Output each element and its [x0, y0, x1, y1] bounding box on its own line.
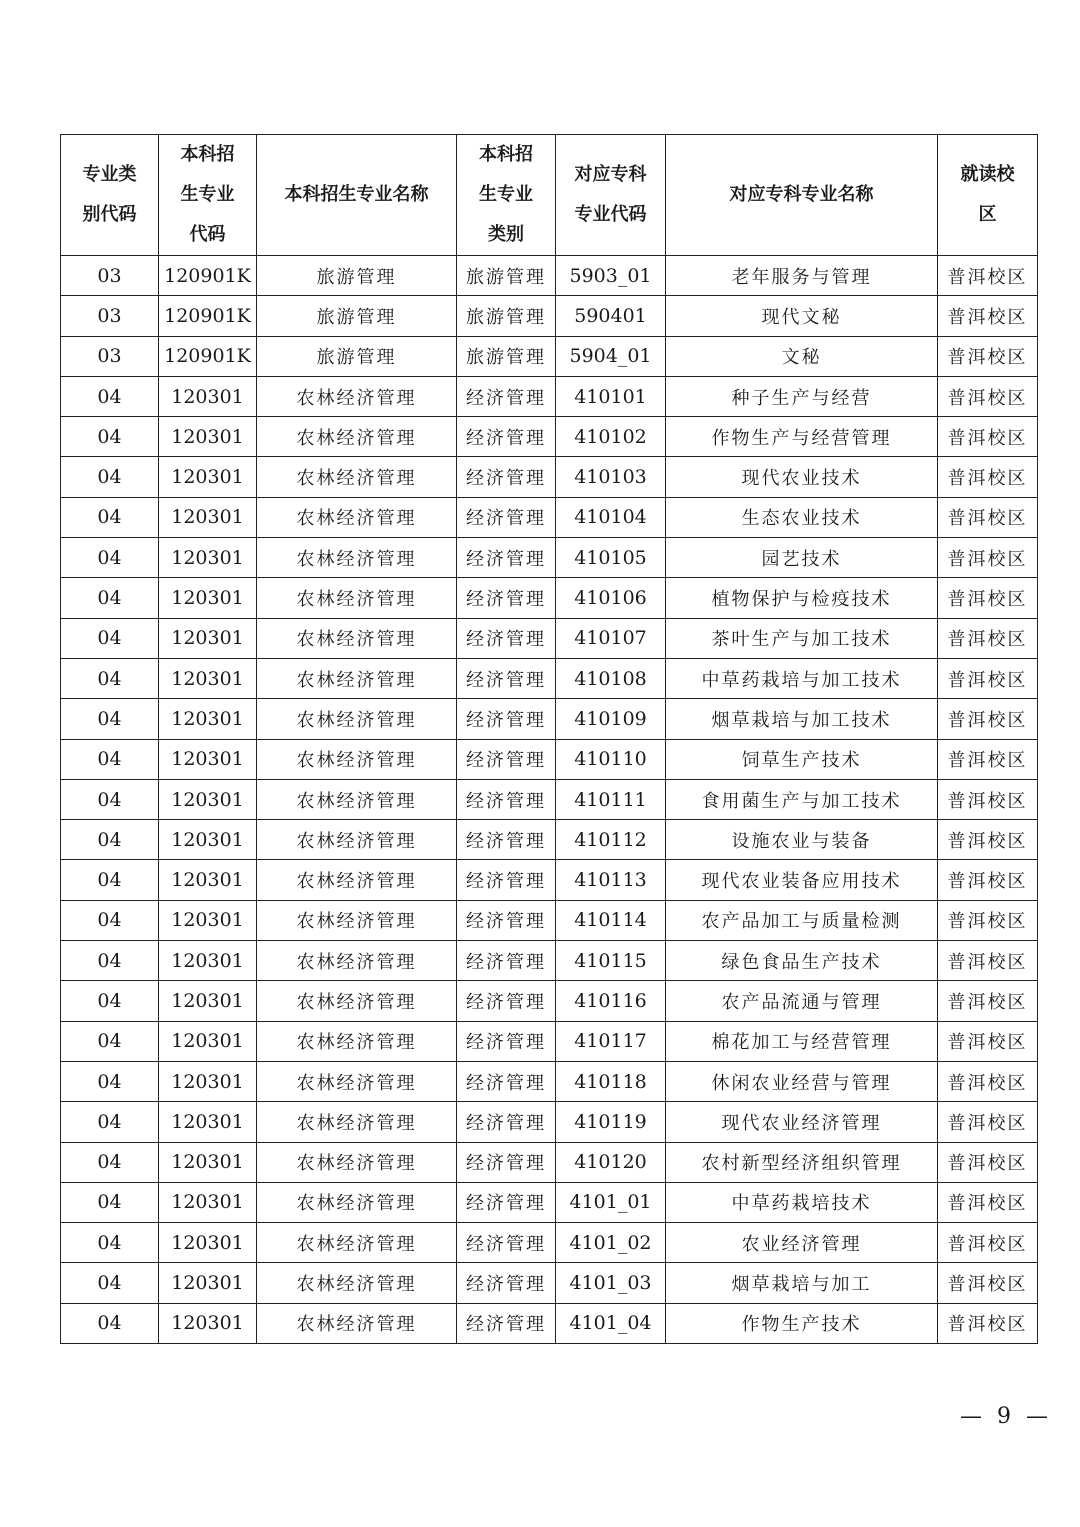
- cell-undergrad-code: 120301: [159, 1102, 257, 1142]
- cell-undergrad-type: 经济管理: [457, 739, 556, 779]
- header-category-code: 专业类别代码: [61, 135, 159, 256]
- cell-undergrad-code: 120301: [159, 1182, 257, 1222]
- cell-undergrad-name: 农林经济管理: [257, 497, 457, 537]
- cell-category-code: 04: [61, 1223, 159, 1263]
- cell-junior-name: 园艺技术: [666, 538, 938, 578]
- cell-undergrad-name: 农林经济管理: [257, 376, 457, 416]
- cell-junior-code: 4101_01: [556, 1182, 666, 1222]
- cell-category-code: 04: [61, 417, 159, 457]
- table-row: [61, 336, 1038, 376]
- cell-undergrad-type: 经济管理: [457, 376, 556, 416]
- cell-junior-code: 410118: [556, 1061, 666, 1101]
- cell-undergrad-code: 120301: [159, 941, 257, 981]
- cell-undergrad-name: 农林经济管理: [257, 1021, 457, 1061]
- cell-undergrad-name: 农林经济管理: [257, 1102, 457, 1142]
- cell-junior-name: 文秘: [666, 336, 938, 376]
- cell-category-code: 04: [61, 1102, 159, 1142]
- table-row: [61, 376, 1038, 416]
- cell-undergrad-name: 农林经济管理: [257, 538, 457, 578]
- cell-junior-name: 设施农业与装备: [666, 820, 938, 860]
- cell-junior-name: 棉花加工与经营管理: [666, 1021, 938, 1061]
- header-junior-code: 对应专科专业代码: [556, 135, 666, 256]
- cell-undergrad-code: 120301: [159, 658, 257, 698]
- cell-junior-name: 烟草栽培与加工技术: [666, 699, 938, 739]
- cell-undergrad-type: 经济管理: [457, 1102, 556, 1142]
- cell-junior-code: 410102: [556, 417, 666, 457]
- cell-undergrad-name: 农林经济管理: [257, 417, 457, 457]
- table-row: [61, 739, 1038, 779]
- cell-undergrad-type: 旅游管理: [457, 336, 556, 376]
- header-undergrad-type: 本科招生专业类别: [457, 135, 556, 256]
- cell-campus: 普洱校区: [938, 1263, 1038, 1303]
- cell-category-code: 04: [61, 860, 159, 900]
- cell-undergrad-code: 120301: [159, 538, 257, 578]
- table-row: [61, 1303, 1038, 1343]
- cell-junior-name: 生态农业技术: [666, 497, 938, 537]
- table-row: [61, 296, 1038, 336]
- table-row: [61, 860, 1038, 900]
- cell-undergrad-code: 120301: [159, 1142, 257, 1182]
- cell-junior-name: 老年服务与管理: [666, 256, 938, 296]
- cell-undergrad-type: 经济管理: [457, 1303, 556, 1343]
- cell-undergrad-type: 经济管理: [457, 941, 556, 981]
- cell-campus: 普洱校区: [938, 336, 1038, 376]
- cell-junior-name: 农业经济管理: [666, 1223, 938, 1263]
- cell-undergrad-name: 农林经济管理: [257, 900, 457, 940]
- cell-undergrad-name: 农林经济管理: [257, 941, 457, 981]
- cell-undergrad-code: 120301: [159, 618, 257, 658]
- cell-undergrad-name: 农林经济管理: [257, 820, 457, 860]
- cell-undergrad-name: 旅游管理: [257, 296, 457, 336]
- table-row: [61, 497, 1038, 537]
- cell-junior-code: 410105: [556, 538, 666, 578]
- cell-undergrad-type: 经济管理: [457, 779, 556, 819]
- header-undergrad-name: 本科招生专业名称: [257, 135, 457, 256]
- cell-undergrad-code: 120301: [159, 1263, 257, 1303]
- table-row: [61, 1142, 1038, 1182]
- cell-campus: 普洱校区: [938, 497, 1038, 537]
- cell-campus: 普洱校区: [938, 658, 1038, 698]
- cell-category-code: 04: [61, 658, 159, 698]
- cell-undergrad-code: 120301: [159, 457, 257, 497]
- cell-campus: 普洱校区: [938, 699, 1038, 739]
- cell-junior-code: 410104: [556, 497, 666, 537]
- cell-junior-name: 中草药栽培与加工技术: [666, 658, 938, 698]
- cell-undergrad-code: 120301: [159, 860, 257, 900]
- cell-junior-code: 410113: [556, 860, 666, 900]
- cell-undergrad-code: 120901K: [159, 256, 257, 296]
- cell-undergrad-name: 农林经济管理: [257, 779, 457, 819]
- cell-undergrad-type: 经济管理: [457, 860, 556, 900]
- cell-undergrad-name: 旅游管理: [257, 256, 457, 296]
- cell-undergrad-code: 120301: [159, 779, 257, 819]
- cell-junior-code: 410110: [556, 739, 666, 779]
- cell-undergrad-code: 120301: [159, 699, 257, 739]
- cell-junior-code: 410117: [556, 1021, 666, 1061]
- cell-category-code: 04: [61, 1303, 159, 1343]
- table-row: [61, 981, 1038, 1021]
- cell-junior-name: 农村新型经济组织管理: [666, 1142, 938, 1182]
- cell-undergrad-type: 经济管理: [457, 699, 556, 739]
- cell-junior-name: 农产品流通与管理: [666, 981, 938, 1021]
- cell-junior-name: 作物生产与经营管理: [666, 417, 938, 457]
- cell-campus: 普洱校区: [938, 376, 1038, 416]
- cell-undergrad-code: 120301: [159, 376, 257, 416]
- cell-category-code: 04: [61, 376, 159, 416]
- cell-undergrad-name: 农林经济管理: [257, 1142, 457, 1182]
- cell-junior-name: 现代农业装备应用技术: [666, 860, 938, 900]
- cell-campus: 普洱校区: [938, 900, 1038, 940]
- cell-category-code: 04: [61, 820, 159, 860]
- cell-category-code: 04: [61, 739, 159, 779]
- cell-campus: 普洱校区: [938, 1102, 1038, 1142]
- cell-campus: 普洱校区: [938, 256, 1038, 296]
- cell-junior-code: 410101: [556, 376, 666, 416]
- cell-undergrad-code: 120301: [159, 900, 257, 940]
- header-junior-name: 对应专科专业名称: [666, 135, 938, 256]
- cell-undergrad-type: 旅游管理: [457, 296, 556, 336]
- cell-junior-name: 农产品加工与质量检测: [666, 900, 938, 940]
- cell-undergrad-type: 经济管理: [457, 497, 556, 537]
- cell-category-code: 04: [61, 941, 159, 981]
- cell-junior-code: 5903_01: [556, 256, 666, 296]
- cell-category-code: 04: [61, 1061, 159, 1101]
- cell-junior-name: 种子生产与经营: [666, 376, 938, 416]
- cell-junior-name: 现代文秘: [666, 296, 938, 336]
- table-row: [61, 1102, 1038, 1142]
- cell-campus: 普洱校区: [938, 578, 1038, 618]
- table-row: [61, 1061, 1038, 1101]
- cell-undergrad-type: 经济管理: [457, 981, 556, 1021]
- cell-junior-code: 410109: [556, 699, 666, 739]
- cell-category-code: 04: [61, 457, 159, 497]
- cell-undergrad-type: 经济管理: [457, 1021, 556, 1061]
- cell-category-code: 03: [61, 296, 159, 336]
- cell-undergrad-name: 农林经济管理: [257, 739, 457, 779]
- cell-junior-code: 410114: [556, 900, 666, 940]
- cell-campus: 普洱校区: [938, 1142, 1038, 1182]
- cell-junior-name: 现代农业技术: [666, 457, 938, 497]
- cell-undergrad-code: 120301: [159, 1303, 257, 1343]
- cell-campus: 普洱校区: [938, 618, 1038, 658]
- cell-undergrad-type: 经济管理: [457, 618, 556, 658]
- cell-undergrad-code: 120301: [159, 739, 257, 779]
- table-header-row: [61, 135, 1038, 256]
- cell-undergrad-code: 120301: [159, 820, 257, 860]
- table-row: [61, 1263, 1038, 1303]
- cell-junior-code: 410119: [556, 1102, 666, 1142]
- cell-category-code: 04: [61, 538, 159, 578]
- table-row: [61, 699, 1038, 739]
- cell-category-code: 04: [61, 1021, 159, 1061]
- cell-category-code: 04: [61, 1263, 159, 1303]
- cell-junior-code: 410120: [556, 1142, 666, 1182]
- cell-undergrad-name: 旅游管理: [257, 336, 457, 376]
- cell-undergrad-type: 经济管理: [457, 538, 556, 578]
- cell-undergrad-name: 农林经济管理: [257, 578, 457, 618]
- cell-undergrad-name: 农林经济管理: [257, 1303, 457, 1343]
- table-row: [61, 820, 1038, 860]
- cell-category-code: 04: [61, 981, 159, 1021]
- cell-category-code: 04: [61, 618, 159, 658]
- cell-campus: 普洱校区: [938, 820, 1038, 860]
- table-row: [61, 779, 1038, 819]
- cell-undergrad-type: 旅游管理: [457, 256, 556, 296]
- cell-undergrad-type: 经济管理: [457, 1223, 556, 1263]
- cell-undergrad-type: 经济管理: [457, 820, 556, 860]
- cell-undergrad-code: 120301: [159, 497, 257, 537]
- table-row: [61, 900, 1038, 940]
- table-row: [61, 658, 1038, 698]
- cell-campus: 普洱校区: [938, 457, 1038, 497]
- cell-junior-code: 410111: [556, 779, 666, 819]
- table-row: [61, 618, 1038, 658]
- cell-junior-code: 590401: [556, 296, 666, 336]
- cell-junior-code: 410115: [556, 941, 666, 981]
- table-row: [61, 538, 1038, 578]
- cell-undergrad-name: 农林经济管理: [257, 618, 457, 658]
- cell-undergrad-code: 120301: [159, 578, 257, 618]
- cell-junior-name: 休闲农业经营与管理: [666, 1061, 938, 1101]
- cell-category-code: 04: [61, 1142, 159, 1182]
- cell-junior-name: 绿色食品生产技术: [666, 941, 938, 981]
- cell-junior-name: 植物保护与检疫技术: [666, 578, 938, 618]
- cell-undergrad-type: 经济管理: [457, 1061, 556, 1101]
- cell-undergrad-code: 120901K: [159, 296, 257, 336]
- cell-undergrad-name: 农林经济管理: [257, 1182, 457, 1222]
- cell-junior-code: 410116: [556, 981, 666, 1021]
- cell-undergrad-type: 经济管理: [457, 457, 556, 497]
- cell-undergrad-type: 经济管理: [457, 1142, 556, 1182]
- cell-campus: 普洱校区: [938, 1021, 1038, 1061]
- table-row: [61, 417, 1038, 457]
- cell-junior-code: 4101_04: [556, 1303, 666, 1343]
- header-undergrad-code: 本科招生专业代码: [159, 135, 257, 256]
- cell-undergrad-name: 农林经济管理: [257, 699, 457, 739]
- cell-undergrad-code: 120301: [159, 1061, 257, 1101]
- cell-campus: 普洱校区: [938, 739, 1038, 779]
- cell-junior-code: 410106: [556, 578, 666, 618]
- table-body: [61, 256, 1038, 1344]
- cell-undergrad-type: 经济管理: [457, 417, 556, 457]
- cell-campus: 普洱校区: [938, 296, 1038, 336]
- cell-undergrad-type: 经济管理: [457, 658, 556, 698]
- page-number: — 9 —: [960, 1404, 1052, 1429]
- cell-undergrad-name: 农林经济管理: [257, 981, 457, 1021]
- cell-category-code: 03: [61, 336, 159, 376]
- cell-junior-name: 现代农业经济管理: [666, 1102, 938, 1142]
- cell-junior-name: 烟草栽培与加工: [666, 1263, 938, 1303]
- cell-junior-name: 作物生产技术: [666, 1303, 938, 1343]
- cell-undergrad-type: 经济管理: [457, 1182, 556, 1222]
- cell-undergrad-code: 120301: [159, 981, 257, 1021]
- cell-undergrad-name: 农林经济管理: [257, 860, 457, 900]
- cell-category-code: 04: [61, 497, 159, 537]
- cell-category-code: 04: [61, 900, 159, 940]
- cell-undergrad-code: 120301: [159, 417, 257, 457]
- cell-category-code: 04: [61, 1182, 159, 1222]
- cell-junior-code: 4101_02: [556, 1223, 666, 1263]
- cell-undergrad-type: 经济管理: [457, 1263, 556, 1303]
- cell-undergrad-type: 经济管理: [457, 578, 556, 618]
- cell-campus: 普洱校区: [938, 1223, 1038, 1263]
- cell-junior-name: 茶叶生产与加工技术: [666, 618, 938, 658]
- cell-campus: 普洱校区: [938, 1303, 1038, 1343]
- cell-undergrad-name: 农林经济管理: [257, 1263, 457, 1303]
- table-row: [61, 578, 1038, 618]
- cell-undergrad-code: 120301: [159, 1021, 257, 1061]
- table-row: [61, 941, 1038, 981]
- cell-junior-name: 食用菌生产与加工技术: [666, 779, 938, 819]
- major-mapping-table: [60, 134, 1038, 1344]
- cell-junior-code: 5904_01: [556, 336, 666, 376]
- cell-junior-code: 4101_03: [556, 1263, 666, 1303]
- table-row: [61, 1223, 1038, 1263]
- cell-category-code: 04: [61, 578, 159, 618]
- cell-campus: 普洱校区: [938, 860, 1038, 900]
- cell-campus: 普洱校区: [938, 1182, 1038, 1222]
- cell-category-code: 04: [61, 779, 159, 819]
- cell-category-code: 04: [61, 699, 159, 739]
- table-row: [61, 1182, 1038, 1222]
- header-campus: 就读校区: [938, 135, 1038, 256]
- cell-junior-name: 饲草生产技术: [666, 739, 938, 779]
- cell-undergrad-type: 经济管理: [457, 900, 556, 940]
- cell-junior-code: 410112: [556, 820, 666, 860]
- cell-junior-code: 410107: [556, 618, 666, 658]
- cell-campus: 普洱校区: [938, 417, 1038, 457]
- cell-campus: 普洱校区: [938, 538, 1038, 578]
- cell-category-code: 03: [61, 256, 159, 296]
- cell-undergrad-name: 农林经济管理: [257, 1223, 457, 1263]
- cell-campus: 普洱校区: [938, 779, 1038, 819]
- cell-undergrad-code: 120901K: [159, 336, 257, 376]
- table-row: [61, 256, 1038, 296]
- cell-junior-name: 中草药栽培技术: [666, 1182, 938, 1222]
- cell-undergrad-name: 农林经济管理: [257, 658, 457, 698]
- cell-undergrad-code: 120301: [159, 1223, 257, 1263]
- table-row: [61, 1021, 1038, 1061]
- cell-undergrad-name: 农林经济管理: [257, 457, 457, 497]
- cell-campus: 普洱校区: [938, 981, 1038, 1021]
- cell-junior-code: 410103: [556, 457, 666, 497]
- cell-junior-code: 410108: [556, 658, 666, 698]
- cell-campus: 普洱校区: [938, 1061, 1038, 1101]
- cell-campus: 普洱校区: [938, 941, 1038, 981]
- cell-undergrad-name: 农林经济管理: [257, 1061, 457, 1101]
- table-row: [61, 457, 1038, 497]
